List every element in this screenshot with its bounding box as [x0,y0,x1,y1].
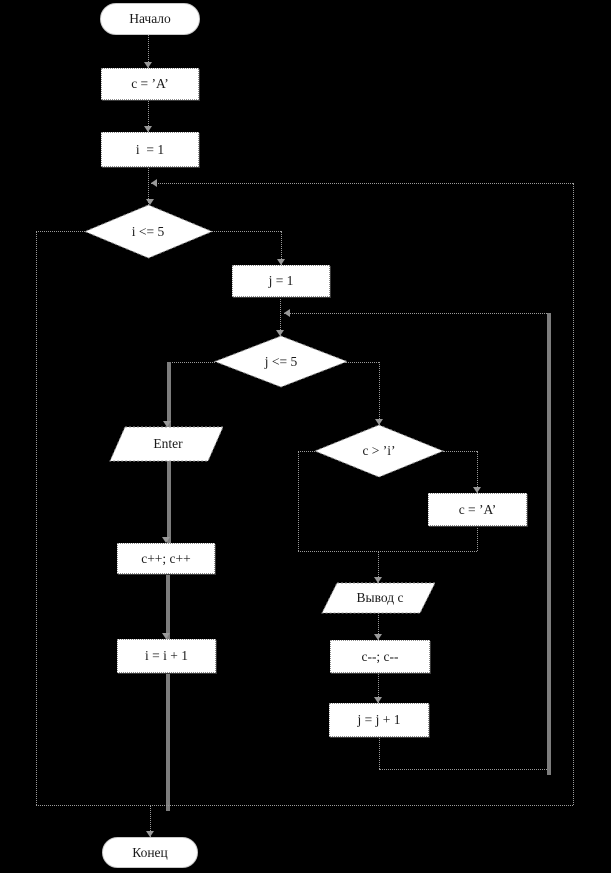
edge-condj-true-v [379,362,380,425]
terminator-start [100,3,200,35]
node-label: Вывод c [356,590,404,605]
process-init-c [101,68,199,100]
edge-condc-left-v [298,451,299,551]
node-label: j = j + 1 [357,712,401,727]
edge-inner-loop-bottom [379,769,547,770]
edge-resetc-down [477,526,478,551]
process-dec-c [330,640,430,673]
edge-condi-false-v [36,231,37,805]
process-inc-i [117,639,216,673]
node-label: i = 1 [135,141,165,157]
output-c [322,583,435,613]
process-reset-c [428,493,527,526]
edge-condc-left-h [298,451,315,452]
edge-enter-incc [167,461,171,549]
node-label: c++; c++ [141,550,191,566]
edge-condj-false-h [167,362,215,363]
terminator-end [102,837,198,868]
process-inc-j [329,703,429,737]
arrowhead [284,309,290,317]
node-label: c = ’A’ [458,501,497,517]
decision-j-le-5 [215,336,347,387]
edge-inner-loop-top [284,313,547,314]
node-label: Конец [132,844,168,860]
edge-condj-true-h [345,362,379,363]
edge-condi-false-h [36,231,85,232]
process-init-i [101,132,199,167]
edge-condi-true-h [212,231,281,232]
edge-bottom-line [36,805,573,806]
edge-outer-loop-right [573,183,574,805]
decision-c-gt-i [315,425,443,477]
edge-inner-loop-right [547,313,551,775]
edge-inci-down [166,673,170,811]
node-label: Начало [129,11,171,26]
edge-merge-h [298,551,477,552]
node-label: j <= 5 [264,354,298,369]
node-label: i = i + 1 [145,648,188,663]
node-label: c > ’i’ [362,443,396,458]
process-inc-c [117,543,215,574]
process-init-j [232,265,330,297]
node-label: j = 1 [268,273,294,288]
node-label: i <= 5 [131,224,165,239]
node-label: c--; c-- [361,648,399,664]
input-enter [110,427,223,461]
arrowhead [151,179,157,187]
edge-condc-right-h [443,451,477,452]
decision-i-le-5 [85,205,212,258]
node-label: c = ’A’ [131,76,169,91]
node-label: Enter [153,436,183,451]
edge-incj-down [379,737,380,769]
edge-outer-loop-top [151,183,573,184]
